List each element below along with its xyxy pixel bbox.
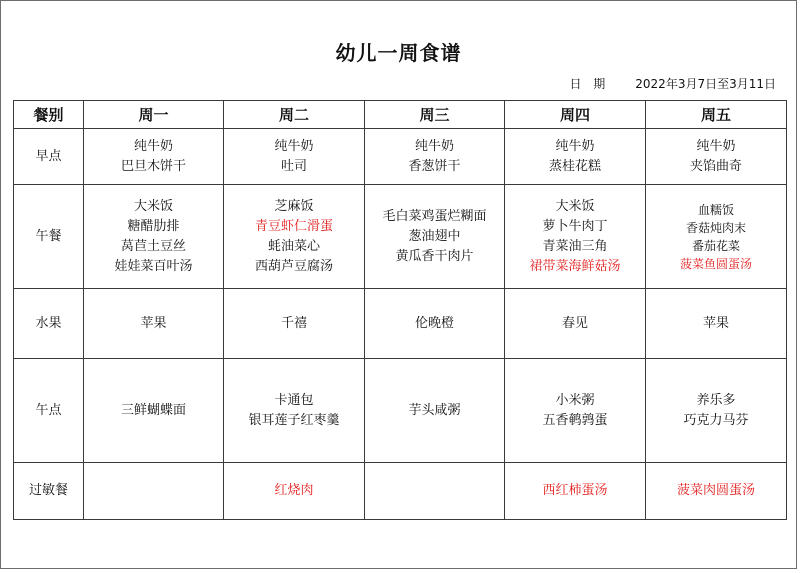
row-allergy [14, 463, 787, 520]
row-fruit [14, 289, 787, 359]
dish-item: 娃娃菜百叶汤 [114, 258, 193, 274]
meal-label: 水果 [14, 289, 84, 359]
dish-item: 萝卜牛肉丁 [542, 218, 608, 234]
dish-item: 银耳莲子红枣羹 [248, 412, 340, 428]
dish-item: 香菇炖肉末 [685, 220, 746, 235]
row-snack [14, 359, 787, 463]
dish-item: 西红柿蛋汤 [542, 483, 608, 498]
dish-item: 芝麻饭 [274, 198, 314, 214]
dish-item: 蚝油菜心 [267, 238, 320, 254]
menu-cell [505, 129, 646, 185]
weekly-menu-table [13, 100, 787, 520]
dish-item: 糖醋肋排 [127, 218, 180, 234]
menu-cell [84, 463, 224, 520]
dish-item: 卡通包 [274, 392, 314, 408]
dish-item: 小米粥 [555, 392, 595, 408]
dish-item: 血糯饭 [697, 202, 734, 217]
menu-cell [505, 463, 646, 520]
dish-item: 黄瓜香干肉片 [395, 248, 474, 264]
menu-body [14, 129, 787, 520]
meal-label: 早点 [14, 129, 84, 185]
menu-cell [84, 129, 224, 185]
dish-item: 养乐多 [696, 392, 736, 408]
meal-label: 午餐 [14, 185, 84, 289]
menu-cell [365, 289, 505, 359]
menu-cell [224, 359, 365, 463]
header-row [14, 101, 787, 129]
dish-item: 三鲜蝴蝶面 [120, 402, 186, 418]
row-breakfast [14, 129, 787, 185]
dish-item: 纯牛奶 [274, 138, 314, 154]
dish-item: 青豆虾仁滑蛋 [254, 218, 333, 234]
header-day-wed: 周三 [365, 101, 505, 129]
dish-item: 菠菜鱼圆蛋汤 [679, 256, 752, 271]
dish-item: 苹果 [702, 315, 729, 331]
menu-cell [646, 359, 787, 463]
menu-cell [646, 463, 787, 520]
dish-item: 纯牛奶 [414, 138, 454, 154]
dish-item: 伦晚橙 [414, 315, 454, 331]
dish-item: 番茄花菜 [691, 238, 740, 253]
header-day-fri: 周五 [646, 101, 787, 129]
menu-cell [84, 359, 224, 463]
dish-item: 夹馅曲奇 [689, 158, 742, 174]
header-day-tue: 周二 [224, 101, 365, 129]
page-title: 幼儿一周食谱 [335, 41, 462, 65]
menu-cell [365, 359, 505, 463]
date-row [569, 75, 776, 92]
dish-item: 大米饭 [555, 198, 595, 214]
menu-cell [224, 129, 365, 185]
meal-label: 午点 [14, 359, 84, 463]
menu-cell [365, 463, 505, 520]
menu-cell [505, 289, 646, 359]
dish-item: 裙带菜海鲜菇汤 [529, 258, 621, 274]
dish-item: 吐司 [280, 158, 307, 174]
dish-item: 葱油翅中 [408, 228, 461, 244]
menu-cell [224, 289, 365, 359]
menu-cell [365, 129, 505, 185]
menu-cell [646, 129, 787, 185]
row-lunch [14, 185, 787, 289]
header-day-thu: 周四 [505, 101, 646, 129]
dish-item: 春见 [561, 315, 588, 331]
dish-item: 纯牛奶 [555, 138, 595, 154]
dish-item: 纯牛奶 [133, 138, 173, 154]
date-value: 2022年3月7日至3月11日 [635, 77, 776, 91]
dish-item: 苹果 [140, 315, 167, 331]
dish-item: 莴苣土豆丝 [120, 238, 186, 254]
dish-item: 巧克力马芬 [683, 412, 749, 428]
menu-cell [646, 289, 787, 359]
menu-cell [224, 463, 365, 520]
dish-item: 芋头咸粥 [408, 402, 461, 418]
menu-cell [224, 185, 365, 289]
menu-cell [505, 359, 646, 463]
menu-cell [646, 185, 787, 289]
dish-item: 青菜油三角 [542, 238, 608, 254]
dish-item: 千禧 [280, 315, 307, 331]
menu-cell [84, 289, 224, 359]
menu-cell [505, 185, 646, 289]
menu-cell [84, 185, 224, 289]
dish-item: 毛白菜鸡蛋烂糊面 [382, 208, 487, 224]
menu-cell [365, 185, 505, 289]
header-day-mon: 周一 [84, 101, 224, 129]
meal-label: 过敏餐 [14, 463, 84, 520]
dish-item: 香葱饼干 [408, 158, 461, 174]
dish-item: 西葫芦豆腐汤 [254, 258, 333, 274]
dish-item: 菠菜肉圆蛋汤 [676, 483, 755, 498]
dish-item: 五香鹌鹑蛋 [542, 412, 608, 428]
dish-item: 纯牛奶 [696, 138, 736, 154]
dish-item: 大米饭 [133, 198, 173, 214]
dish-item: 红烧肉 [274, 483, 314, 498]
header-meal: 餐别 [14, 101, 84, 129]
date-label: 日 期 [569, 77, 610, 91]
dish-item: 蒸桂花糕 [548, 158, 601, 174]
dish-item: 巴旦木饼干 [120, 158, 186, 174]
